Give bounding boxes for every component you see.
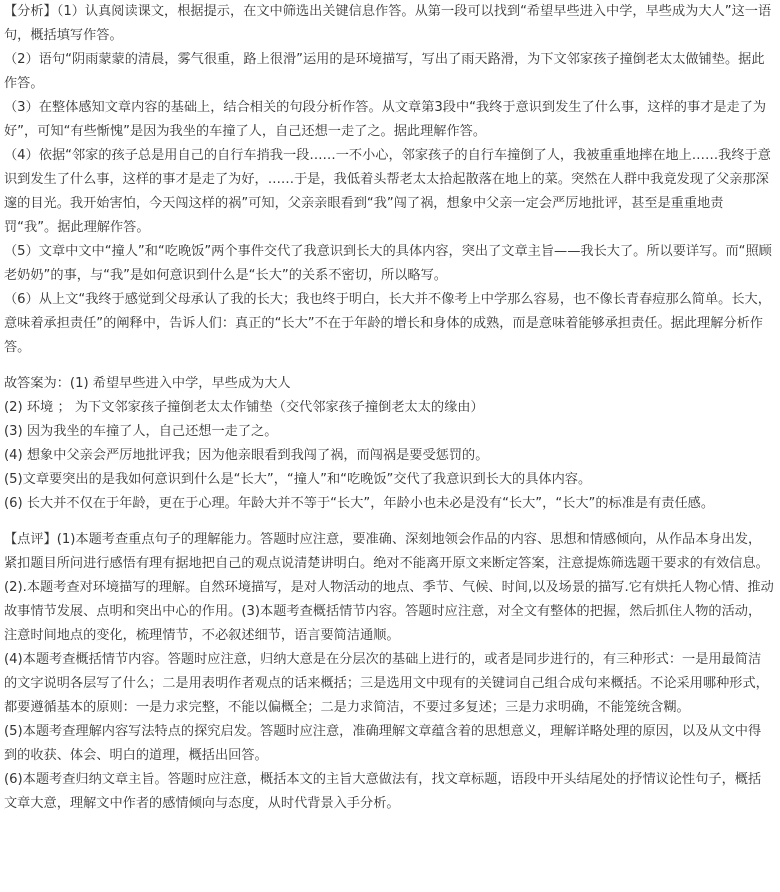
analysis-paragraph-5: （5）文章中文中“撞人”和“吃晚饭”两个事件交代了我意识到长大的具体内容，突出了文章主旨——我长大了。所以要详写。而“照顾老奶奶”的事，与“我”是如何意识到什么是“长大”的关系不密切，所以略写。 [4,244,772,283]
answer-line-5: (5)文章要突出的是我如何意识到什么是“长大”，“撞人”和“吃晚饭”交代了我意识到长大的具体内容。 [4,472,592,487]
comment-paragraph-3: (4)本题考查概括情节内容。答题时应注意，归纳大意是在分层次的基础上进行的，或者是同步进行的，有三种形式：一是用最简洁的文字说明各层写了什么；二是用表明作者观点的话来概括；三是选用文中现有的关键词自己组合成句来概括。不论采用哪种形式，都要遵循基本的原则：一是力求完整，不能以偏概全；二是力求简洁，不要过多复述；三是力求明确，不能笼统含糊。 [4,652,769,715]
analysis-paragraph-4: （4）依据“邻家的孩子总是用自己的自行车捎我一段……一不小心，邻家孩子的自行车撞倒了人，我被重重地摔在地上……我终于意识到发生了什么事，这样的事才是走了为好，……于是，我低着头帮老太太拾起散落在地上的菜。突然在人群中我竟发现了父亲那深邃的目光。我开始害怕，今天闯这样的祸”可知，父亲亲眼看到“我”闯了祸，想象中父亲一定会严厉地批评，甚至是重重地责罚“我”。据此理解作答。 [4,148,771,235]
analysis-paragraph-1: 【分析】（1）认真阅读课文，根据提示，在文中筛选出关键信息作答。从第一段可以找到“希望早些进入中学，早些成为大人”这一语句，概括填写作答。 [4,4,772,43]
analysis-paragraph-6: （6）从上文“我终于感觉到父母承认了我的长大；我也终于明白，长大并不像考上中学那么容易，也不像长青春痘那么简单。长大，意味着承担责任”的阐释中，告诉人们：真正的“长大”不在于年龄的增长和身体的成熟，而是意味着能够承担责任。据此理解分析作答。 [4,292,771,355]
answer-line-4: (4) 想象中父亲会严厉地批评我；因为他亲眼看到我闯了祸，而闯祸是要受惩罚的。 [4,448,489,463]
answer-line-6: (6) 长大并不仅在于年龄，更在于心理。年龄大并不等于“长大”，年龄小也未必是没有“长大”，“长大”的标准是有责任感。 [4,496,715,511]
analysis-section [4,0,774,360]
analysis-paragraph-3: （3）在整体感知文章内容的基础上，结合相关的句段分析作答。从文章第3段中“我终于意识到发生了什么事，这样的事才是走了为好”，可知“有些惭愧”是因为我坐的车撞了人，自己还想一走了之。据此理解作答。 [4,100,767,139]
answers-section [4,372,774,516]
answer-line-1: 故答案为：(1) 希望早些进入中学，早些成为大人 [4,376,291,391]
comment-paragraph-2: (2).本题考查对环境描写的理解。自然环境描写，是对人物活动的地点、季节、气候、时间,以及场景的描写.它有烘托人物心情、推动故事情节发展、点明和突出中心的作用。(3)本题考查概括情节内容。答题时应注意，对全文有整体的把握，然后抓住人物的活动，注意时间地点的变化，梳理情节，不必叙述细节，语言要简洁通顺。 [4,580,774,643]
answer-line-2: (2) 环境 ； 为下文邻家孩子撞倒老太太作铺垫（交代邻家孩子撞倒老太太的缘由） [4,400,484,415]
analysis-paragraph-2: （2）语句“阴雨蒙蒙的清晨，雾气很重，路上很滑”运用的是环境描写，写出了雨天路滑，为下文邻家孩子撞倒老太太做铺垫。据此作答。 [4,52,765,91]
comment-paragraph-5: (6)本题考查归纳文章主旨。答题时应注意，概括本文的主旨大意做法有，找文章标题，语段中开头结尾处的抒情议论性句子，概括文章大意，理解文中作者的感情倾向与态度，从时代背景入手分析。 [4,772,762,811]
comments-section [4,528,774,816]
comment-paragraph-1: 【点评】(1)本题考查重点句子的理解能力。答题时应注意，要准确、深刻地领会作品的内容、思想和情感倾向，从作品本身出发，紧扣题目所问进行感悟有理有据地把自己的观点说清楚讲明白。绝对不能离开原文来断定答案，注意提炼筛选题干要求的有效信息。 [4,532,769,571]
comment-paragraph-4: (5)本题考查理解内容写法特点的探究启发。答题时应注意，准确理解文章蕴含着的思想意义，理解详略处理的原因，以及从文中得到的收获、体会、明白的道理，概括出回答。 [4,724,762,763]
answer-line-3: (3) 因为我坐的车撞了人，自己还想一走了之。 [4,424,278,439]
